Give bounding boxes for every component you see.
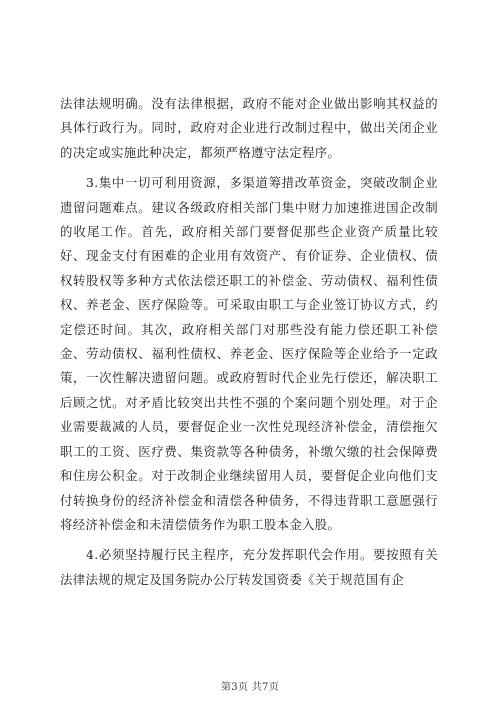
paragraph-item-3: 3.集中一切可利用资源，多渠道筹措改革资金，突破改制企业遗留问题难点。建议各级政府相关部门集中财力加速推进国企改制的收尾工作。首先，政府相关部门要督促那些企业资产质量比较好、现金支付有困难的企业用有效资产、有价证券、企业债权、债权转股权等多种方式依法偿还职工的补偿金、劳动债权、福利性债权、养老金、医疗保险等。可采取由职工与企业签订协议方式，约定偿还时间。其次，政府相关部门对那些没有能力偿还职工补偿金、劳动债权、福利性债权、养老金、医疗保险等企业给予一定政策，一次性解决遗留问题。或政府暂时代企业先行偿还，解决职工后顾之忧。对矛盾比较突出共性不强的个案问题个别处理。对于企业需要裁减的人员，要督促企业一次性兑现经济补偿金，清偿拖欠职工的工资、医疗费、集资款等各种债务，补缴欠缴的社会保障费和住房公积金。对于改制企业继续留用人员，要督促企业向他们支付转换身份的经济补偿金和清偿各种债务，不得违背职工意愿强行将经济补偿金和未清偿债务作为职工股本金入股。 — [60, 175, 438, 532]
paragraph-item-4: 4.必须坚持履行民主程序，充分发挥职代会作用。要按照有关法律法规的规定及国务院办公厅转发国资委《关于规范国有企 — [60, 547, 438, 587]
paragraph-continuation: 法律法规明确。没有法律根据，政府不能对企业做出影响其权益的具体行政行为。同时，政府对企业进行改制过程中，做出关闭企业的决定或实施此种决定，都须严格遵守法定程序。 — [60, 96, 438, 160]
page-footer: 第3页 共7页 — [220, 682, 279, 693]
document-body — [60, 92, 438, 592]
